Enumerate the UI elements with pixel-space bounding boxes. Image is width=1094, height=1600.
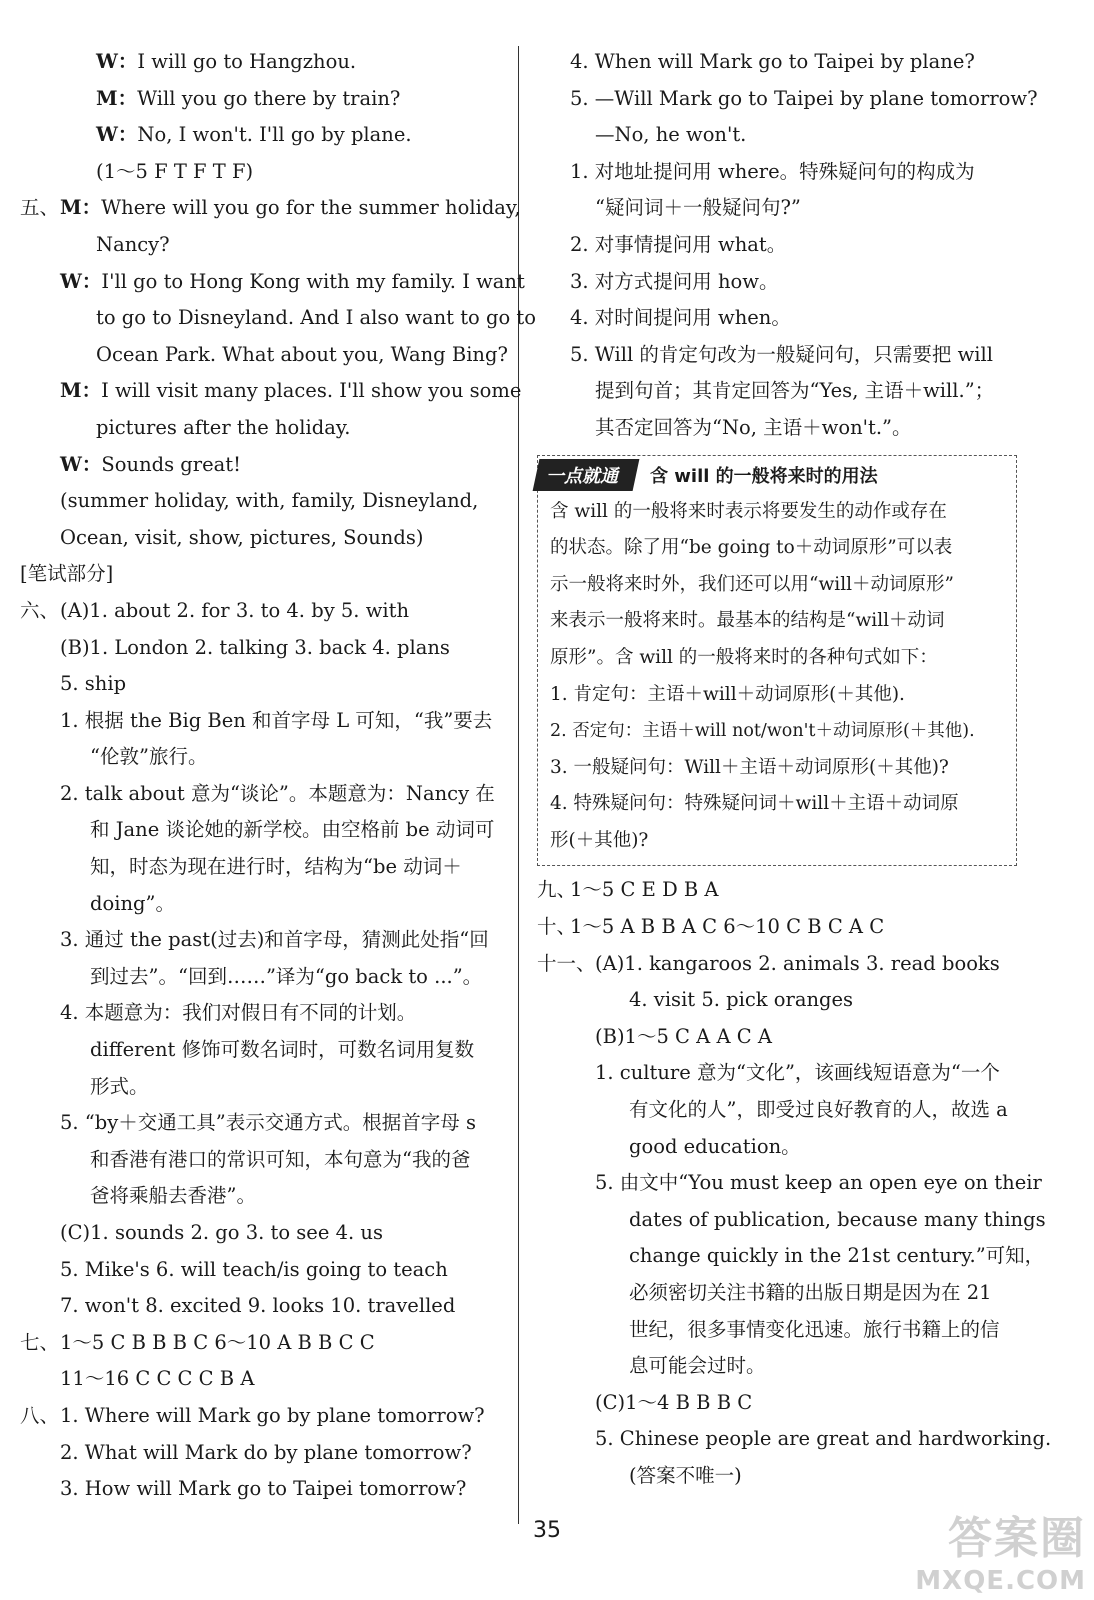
tip-line: 示一般将来时外，我们还可以用“will＋动词原形” — [550, 573, 955, 595]
note-line: “伦敦”旅行。 — [90, 745, 208, 769]
dialogue-line: W：I will go to Hangzhou. — [96, 50, 357, 73]
section-8-line: 5. —Will Mark go to Taipei by plane tomorrow? — [570, 86, 1038, 110]
left-column — [20, 44, 536, 1508]
tip-line: 形(＋其他)? — [550, 829, 649, 851]
note-line: 到过去”。“回到……”译为“go back to ...”。 — [90, 964, 483, 988]
note-line: 5. 由文中“You must keep an open eye on their — [595, 1171, 1042, 1195]
note-line: 2. talk about 意为“谈论”。本题意为：Nancy 在 — [60, 781, 495, 805]
dialogue-line: W：No, I won't. I'll go by plane. — [96, 123, 412, 147]
tip-line: 来表示一般将来时。最基本的结构是“will＋动词 — [550, 610, 945, 632]
section-8-line: —No, he won't. — [595, 123, 747, 147]
section-6-line: 7. won't 8. excited 9. looks 10. travelled — [60, 1294, 456, 1318]
answer-key: (1～5 F T F T F) — [96, 159, 254, 183]
note-line: 提到句首；其肯定回答为“Yes, 主语＋will.”； — [595, 379, 995, 403]
section-5-line: M：I will visit many places. I'll show you some — [60, 379, 522, 403]
note-line: 知，时态为现在进行时，结构为“be 动词＋ — [90, 855, 462, 879]
section-6-line: (B)1. London 2. talking 3. back 4. plans — [60, 635, 450, 659]
section-9-line: 九、1～5 C E D B A — [537, 878, 719, 902]
section-7-line: 11～16 C C C C B A — [60, 1367, 255, 1391]
tip-box-header — [538, 456, 1016, 494]
note-line: different 修饰可数名词时，可数名词用复数 — [90, 1038, 475, 1062]
tip-badge: 一点就通 — [533, 459, 640, 491]
section-5-answers: (summer holiday, with, family, Disneyland, — [60, 489, 479, 513]
section-8-line: 八、1. Where will Mark go by plane tomorrow? — [20, 1403, 485, 1427]
section-5-answers: Ocean, visit, show, pictures, Sounds) — [60, 525, 424, 549]
watermark-top: 答案圈 — [948, 1513, 1086, 1564]
note-line: 世纪，很多事情变化迅速。旅行书籍上的信 — [629, 1317, 1000, 1341]
note-line: 形式。 — [90, 1074, 149, 1098]
tip-line: 的状态。除了用“be going to＋动词原形”可以表 — [550, 537, 953, 559]
note-line: 1. 根据 the Big Ben 和首字母 L 可知，“我”要去 — [60, 708, 493, 732]
section-5-line: to go to Disneyland. And I also want to go to — [96, 306, 536, 330]
tip-title: 含 will 的一般将来时的用法 — [650, 465, 878, 487]
section-6-line: 六、(A)1. about 2. for 3. to 4. by 5. with — [20, 598, 410, 622]
note-line: “疑问词＋一般疑问句?” — [595, 196, 801, 220]
tip-line: 2. 否定句：主语＋will not/won't＋动词原形(＋其他). — [550, 721, 975, 742]
tip-line: 1. 肯定句：主语＋will＋动词原形(＋其他). — [550, 683, 905, 705]
note-line: 1. 对地址提问用 where。特殊疑问句的构成为 — [570, 159, 975, 183]
section-11-line: (C)1～4 B B B C — [595, 1390, 753, 1414]
note-line: 4. 本题意为：我们对假日有不同的计划。 — [60, 1001, 417, 1025]
section-5-line: pictures after the holiday. — [96, 415, 351, 439]
section-11-line: 4. visit 5. pick oranges — [629, 988, 854, 1012]
section-5-line: W：Sounds great! — [60, 452, 241, 476]
section-11-line: (答案不唯一) — [629, 1463, 742, 1487]
note-line: 2. 对事情提问用 what。 — [570, 232, 787, 256]
note-line: good education。 — [629, 1134, 801, 1158]
tip-line: 3. 一般疑问句：Will＋主语＋动词原形(＋其他)? — [550, 756, 949, 778]
note-line: 必须密切关注书籍的出版日期是因为在 21 — [629, 1281, 992, 1304]
section-8-line: 3. How will Mark go to Taipei tomorrow? — [60, 1477, 467, 1501]
section-11-line: 十一、(A)1. kangaroos 2. animals 3. read books — [537, 951, 1000, 975]
right-column — [537, 44, 1052, 1495]
note-line: 1. culture 意为“文化”，该画线短语意为“一个 — [595, 1061, 1000, 1085]
note-line: doing”。 — [90, 891, 175, 915]
section-5-line: Ocean Park. What about you, Wang Bing? — [96, 342, 508, 366]
section-8-line: 2. What will Mark do by plane tomorrow? — [60, 1440, 472, 1464]
note-line: change quickly in the 21st century.”可知， — [629, 1244, 1045, 1268]
note-line: 3. 通过 the past(过去)和首字母，猜测此处指“回 — [60, 928, 489, 952]
note-line: 息可能会过时。 — [629, 1354, 766, 1378]
section-11-line: 5. Chinese people are great and hardworking. — [595, 1427, 1052, 1451]
note-line: 其否定回答为“No, 主语＋won't.”。 — [595, 415, 912, 439]
tip-line: 原形”。含 will 的一般将来时的各种句式如下： — [550, 646, 938, 668]
dialogue-line: M：Will you go there by train? — [96, 86, 401, 110]
section-5-line: Nancy? — [96, 232, 170, 256]
note-line: dates of publication, because many things — [629, 1207, 1046, 1231]
watermark-bottom: MXQE.COM — [915, 1566, 1086, 1596]
note-line: 和香港有港口的常识可知，本句意为“我的爸 — [90, 1147, 471, 1171]
note-line: 3. 对方式提问用 how。 — [570, 269, 779, 293]
note-line: 爸将乘船去香港”。 — [90, 1184, 256, 1208]
section-11-line: (B)1～5 C A A C A — [595, 1024, 772, 1048]
tip-line: 4. 特殊疑问句：特殊疑问词＋will＋主语＋动词原 — [550, 793, 959, 815]
tip-body — [538, 494, 1016, 860]
note-line: 5. “by＋交通工具”表示交通方式。根据首字母 s — [60, 1111, 476, 1135]
note-line: 5. Will 的肯定句改为一般疑问句，只需要把 will — [570, 342, 994, 366]
section-8-line: 4. When will Mark go to Taipei by plane? — [570, 50, 975, 73]
section-10-line: 十、1～5 A B B A C 6～10 C B C A C — [537, 915, 885, 939]
note-line: 4. 对时间提问用 when。 — [570, 306, 791, 330]
section-6-line: 5. Mike's 6. will teach/is going to teach — [60, 1257, 448, 1281]
section-5-line: W：I'll go to Hong Kong with my family. I want — [60, 269, 525, 293]
section-6-line: 5. ship — [60, 672, 127, 696]
note-line: 有文化的人”，即受过良好教育的人，故选 a — [629, 1098, 1008, 1122]
written-section-header: [笔试部分] — [20, 562, 114, 586]
section-6-line: (C)1. sounds 2. go 3. to see 4. us — [60, 1221, 383, 1244]
page-number: 35 — [533, 1518, 561, 1543]
section-7-line: 七、1～5 C B B B C 6～10 A B B C C — [20, 1330, 375, 1354]
tip-box — [537, 455, 1017, 867]
watermark-logo — [915, 1502, 1086, 1596]
note-line: 和 Jane 谈论她的新学校。由空格前 be 动词可 — [90, 818, 495, 842]
section-5-line: 五、M：Where will you go for the summer holiday, — [20, 196, 521, 220]
tip-line: 含 will 的一般将来时表示将要发生的动作或存在 — [550, 500, 947, 522]
